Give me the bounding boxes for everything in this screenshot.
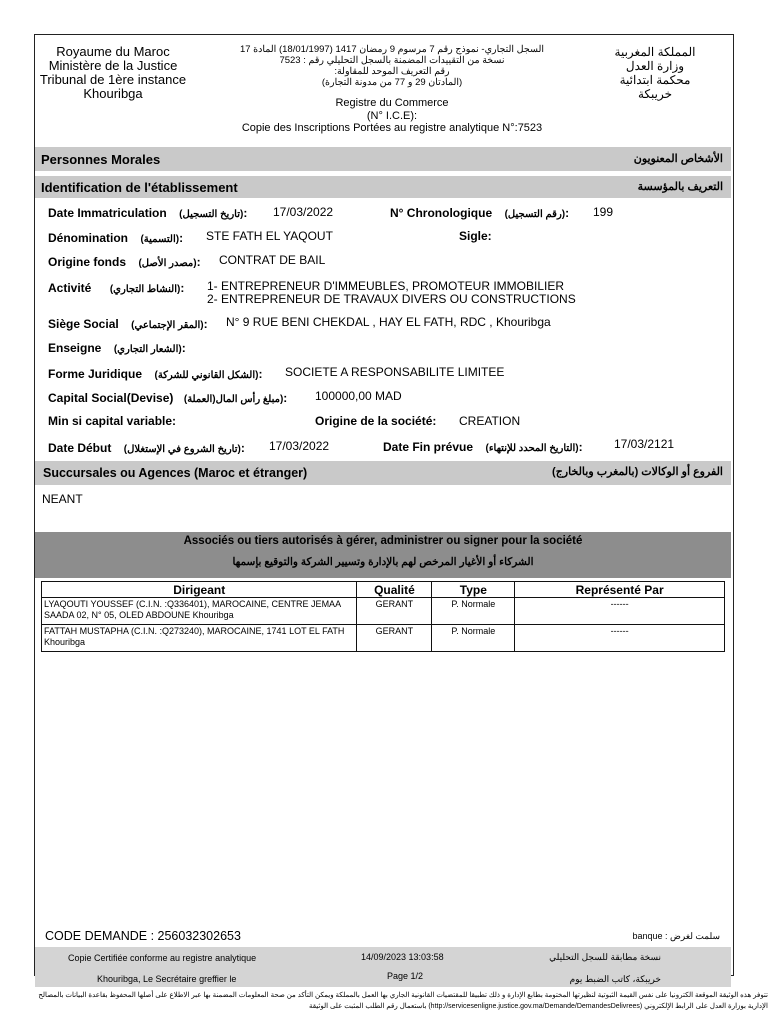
- type-cell: P. Normale: [432, 625, 515, 652]
- field-denomination: [48, 229, 183, 247]
- copie-certifiee-ar: نسخة مطابقة للسجل التحليلي: [549, 952, 661, 962]
- identification-band: [35, 176, 731, 198]
- dirigeant-cell: LYAQOUTI YOUSSEF (C.I.N. :Q336401), MAROCAINE, CENTRE JEMAA SAADA 02, N° 05, OLED ABDOUNE Khouribga: [42, 598, 357, 625]
- date-fin-label-ar: (التاريخ المحدد للإنتهاء): [485, 443, 579, 454]
- field-origine-fonds: [48, 253, 201, 271]
- associes-title-ar: الشركاء أو الأغيار المرخص لهم بالإدارة وتسيير الشركة والتوقيع بإسمها: [232, 556, 534, 568]
- city-ar: خريبكة: [637, 87, 673, 101]
- sigle-label: Sigle:: [459, 229, 492, 243]
- enseigne-sep: :: [181, 341, 186, 355]
- greffier-signature-ar: خريبكة، كاتب الضبط يوم: [569, 974, 661, 984]
- table-row: [42, 625, 725, 652]
- date-debut-label: Date Début: [48, 441, 112, 455]
- date-debut-value: 17/03/2022: [269, 439, 330, 453]
- registry-ar-line-3: رقم التعريف الموحد للمقاولة:: [334, 66, 450, 77]
- certification-box: [35, 947, 731, 987]
- associes-title: Associés ou tiers autorisés à gérer, administrer ou signer pour la société: [183, 535, 583, 547]
- origine-societe-value: CREATION: [459, 414, 521, 428]
- kingdom-ar: المملكة المغربية: [614, 45, 696, 59]
- dirigeants-table: [41, 581, 725, 652]
- col-represente: Représenté Par: [515, 582, 725, 598]
- forme-sep: :: [258, 367, 263, 381]
- issue-date: 14/09/2023 13:03:58: [361, 952, 444, 962]
- represente-cell: ------: [515, 625, 725, 652]
- siege-sep: :: [203, 317, 208, 331]
- field-chronologique: [390, 204, 569, 222]
- capital-label-ar: (العملة)مبلغ رأس المال): [183, 394, 284, 405]
- denomination-label: Dénomination: [48, 231, 128, 245]
- date-fin-value: 17/03/2121: [614, 437, 675, 451]
- date-fin-label: Date Fin prévue: [383, 440, 474, 454]
- date-debut-sep: :: [240, 441, 245, 455]
- siege-value: N° 9 RUE BENI CHEKDAL , HAY EL FATH, RDC , Khouribga: [226, 315, 551, 329]
- succursales-title: Succursales ou Agences (Maroc et étranger): [43, 466, 308, 480]
- origine-sep: :: [196, 255, 201, 269]
- date-immat-sep: :: [243, 206, 248, 220]
- origine-label-ar: (مصدر الأصل): [138, 258, 197, 269]
- col-type: Type: [432, 582, 515, 598]
- denomination-value: STE FATH EL YAQOUT: [206, 229, 333, 243]
- enseigne-label: Enseigne: [48, 341, 102, 355]
- field-date-fin: [383, 438, 583, 456]
- date-immat-label: Date Immatriculation: [48, 206, 167, 220]
- denomination-label-ar: (التسمية): [140, 234, 180, 245]
- identification-title-ar: التعريف بالمؤسسة: [637, 181, 723, 193]
- tribunal-fr: Tribunal de 1ère instance: [39, 72, 187, 87]
- table-header-row: [42, 582, 725, 598]
- registry-ar-line-2: نسخة من التقييدات المضمنة بالسجل التحليلي رقم : 7523: [279, 55, 505, 66]
- chrono-label-ar: (رقم التسجيل): [504, 209, 566, 220]
- table-row: [42, 598, 725, 625]
- legal-line-2: الإدارية بوزارة العدل على الرابط الإلكتروني (http://servicesenligne.justice.gov.ma/Demande/DemandesDelivrees) باستعمال رقم الطلب المثبت على الوثيقة: [308, 1003, 768, 1010]
- origine-value: CONTRAT DE BAIL: [219, 253, 326, 267]
- activite-sep: :: [180, 281, 185, 295]
- banque-purpose: سلمت لغرض : banque: [632, 931, 720, 941]
- header-registry-fr: [196, 97, 588, 135]
- forme-value: SOCIETE A RESPONSABILITE LIMITEE: [285, 365, 505, 379]
- chrono-sep: :: [565, 206, 570, 220]
- date-immat-label-ar: (تاريخ التسجيل): [179, 209, 244, 220]
- capital-sep: :: [283, 391, 288, 405]
- kingdom-fr: Royaume du Maroc: [56, 44, 170, 59]
- forme-label: Forme Juridique: [48, 367, 143, 381]
- registry-ar-line-4: (المادتان 29 و 77 من مدونة التجارة): [321, 77, 463, 88]
- header-institution-fr: [38, 45, 188, 101]
- field-capital-social: [48, 389, 287, 407]
- capital-label: Capital Social(Devise): [48, 391, 174, 405]
- col-dirigeant: Dirigeant: [42, 582, 357, 598]
- registry-copy-number: Copie des Inscriptions Portées au registre analytique N°:7523: [241, 122, 543, 134]
- field-date-debut: [48, 439, 245, 457]
- field-siege-social: [48, 315, 208, 333]
- date-debut-label-ar: (تاريخ الشروع في الإستغلال): [123, 444, 241, 455]
- origine-societe-label: Origine de la société:: [315, 414, 437, 428]
- succursales-value: NEANT: [42, 492, 83, 506]
- siege-label-ar: (المقر الإجتماعي): [131, 320, 204, 331]
- tribunal-ar: محكمة ابتدائية: [619, 73, 691, 87]
- field-date-immatriculation: [48, 204, 247, 222]
- date-fin-sep: :: [578, 440, 583, 454]
- date-immat-value: 17/03/2022: [273, 205, 334, 219]
- identification-title: Identification de l'établissement: [41, 180, 238, 195]
- legal-line-1: تتوفر هذه الوثيقة الموقعة الكترونيا على نفس القيمة الثبوتية لنظيرتها المختومة بطابع الإدارة و ذلك تطبيقا للمقتضيات القانونية الجاري بها العمل بالمملكة ويمكن التأكد من صحة المعلومات المضمنة بها عبر الاطلاع على أصلها المحفوظ بقاعدة البيانات بالمصالح: [38, 992, 768, 999]
- associes-band: [35, 532, 731, 578]
- personnes-morales-title: Personnes Morales: [41, 152, 161, 167]
- registry-ice: (N° I.C.E):: [366, 109, 418, 122]
- field-enseigne: [48, 339, 186, 357]
- legal-notice: [0, 990, 768, 1012]
- greffier-signature: Khouribga, Le Secrétaire greffier le: [97, 974, 237, 984]
- ministry-ar: وزارة العدل: [625, 59, 685, 73]
- registry-title: Registre du Commerce: [335, 97, 449, 109]
- denomination-sep: :: [179, 231, 184, 245]
- personnes-morales-title-ar: الأشخاص المعنويون: [633, 153, 723, 165]
- city-fr: Khouribga: [83, 86, 143, 101]
- header-institution-ar: [590, 45, 720, 101]
- succursales-title-ar: الفروع أو الوكالات (بالمغرب وبالخارج): [552, 466, 723, 478]
- forme-label-ar: (الشكل القانوني للشركة): [154, 370, 259, 381]
- header-registry-ar: [196, 44, 588, 88]
- origine-label: Origine fonds: [48, 255, 126, 269]
- chrono-value: 199: [593, 205, 614, 219]
- siege-label: Siège Social: [48, 317, 119, 331]
- min-capital-label: Min si capital variable:: [48, 414, 177, 428]
- activite-label-ar: (النشاط التجاري): [109, 284, 181, 295]
- field-activite: [48, 279, 184, 297]
- type-cell: P. Normale: [432, 598, 515, 625]
- capital-value: 100000,00 MAD: [315, 389, 402, 403]
- activite-label: Activité: [48, 281, 92, 295]
- enseigne-label-ar: (الشعار التجاري): [113, 344, 182, 355]
- code-demande: CODE DEMANDE : 256032302653: [45, 929, 241, 943]
- copie-certifiee: Copie Certifiée conforme au registre analytique: [68, 953, 257, 963]
- field-forme-juridique: [48, 365, 262, 383]
- ministry-fr: Ministère de la Justice: [48, 58, 178, 73]
- qualite-cell: GERANT: [357, 598, 432, 625]
- personnes-morales-band: [35, 147, 731, 171]
- page-number: Page 1/2: [387, 971, 424, 981]
- dirigeant-cell: FATTAH MUSTAPHA (C.I.N. :Q273240), MAROCAINE, 1741 LOT EL FATH Khouribga: [42, 625, 357, 652]
- succursales-band: [35, 461, 731, 485]
- col-qualite: Qualité: [357, 582, 432, 598]
- represente-cell: ------: [515, 598, 725, 625]
- chrono-label: N° Chronologique: [390, 206, 493, 220]
- activite-value-2: 2- ENTREPRENEUR DE TRAVAUX DIVERS OU CONSTRUCTIONS: [207, 292, 576, 306]
- registry-ar-line-1: السجل التجاري- نموذج رقم 7 مرسوم 9 رمضان 1417 (18/01/1997) المادة 17: [239, 44, 545, 55]
- qualite-cell: GERANT: [357, 625, 432, 652]
- activite-value-1: 1- ENTREPRENEUR D'IMMEUBLES, PROMOTEUR IMMOBILIER: [207, 279, 564, 293]
